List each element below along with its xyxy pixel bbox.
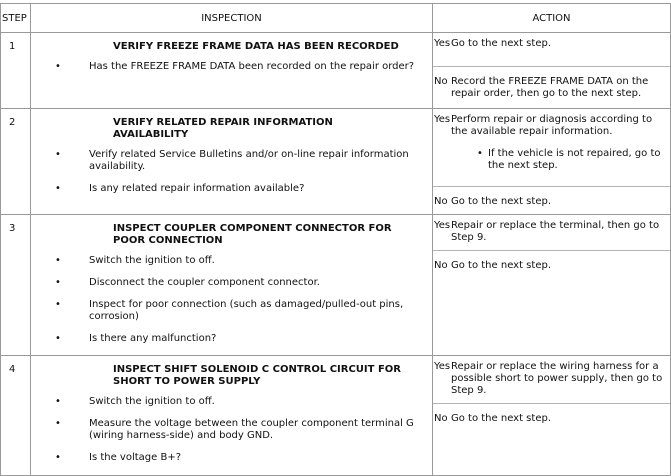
- action-cell: [433, 109, 671, 215]
- inspection-title: VERIFY FREEZE FRAME DATA HAS BEEN RECORDED: [113, 41, 399, 52]
- no-label: No: [434, 413, 448, 424]
- no-action-text: Go to the next step.: [451, 413, 551, 424]
- list-item: • Verify related Service Bulletins and/or on-line repair information availability.: [55, 149, 409, 172]
- yes-action-text: Repair or replace the terminal, then go to Step 9.: [451, 220, 660, 243]
- no-label: No: [434, 260, 448, 271]
- step-number: 1: [1, 33, 31, 109]
- yes-action-text: Repair or replace the wiring harness for a possible short to power supply, then go to Step 9.: [451, 361, 663, 396]
- bullet-icon: •: [55, 299, 61, 310]
- diagnostic-procedure-table: [0, 3, 671, 476]
- bullet-icon: •: [55, 396, 61, 407]
- action-cell: [433, 215, 671, 356]
- inspection-bullets: [41, 61, 422, 73]
- inspection-cell: [31, 356, 433, 476]
- inspection-bullets: [41, 255, 422, 345]
- yes-action-text: Perform repair or diagnosis according to the available repair information.: [451, 114, 653, 137]
- bullet-icon: •: [55, 418, 61, 429]
- no-action-text: Go to the next step.: [451, 196, 551, 207]
- inspection-title: INSPECT SHIFT SOLENOID C CONTROL CIRCUIT FOR SHORT TO POWER SUPPLY: [113, 364, 401, 387]
- inspection-cell: [31, 33, 433, 109]
- table-header-row: [1, 4, 671, 33]
- no-label: No: [434, 196, 448, 207]
- list-item: • Is any related repair information available?: [55, 183, 305, 194]
- list-item: • Is there any malfunction?: [55, 333, 217, 344]
- list-item: • Has the FREEZE FRAME DATA been recorded on the repair order?: [55, 61, 415, 72]
- no-action-row: [433, 251, 670, 272]
- yes-action-text: Go to the next step.: [451, 38, 551, 49]
- table-row: [1, 33, 671, 109]
- yes-label: Yes: [434, 361, 451, 372]
- yes-action-row: [433, 33, 670, 67]
- list-item: • Is the voltage B+?: [55, 452, 182, 463]
- inspection-title: VERIFY RELATED REPAIR INFORMATION AVAILABILITY: [113, 117, 333, 140]
- no-action-row: [433, 67, 670, 100]
- yes-action-row: [433, 215, 670, 251]
- inspection-cell: [31, 109, 433, 215]
- bullet-icon: •: [55, 333, 61, 344]
- yes-action-row: [433, 356, 670, 404]
- list-item: • Measure the voltage between the coupler component terminal G (wiring harness-side) and body GND.: [55, 418, 414, 441]
- yes-sub-item: • If the vehicle is not repaired, go to the next step.: [477, 148, 661, 171]
- yes-label: Yes: [434, 38, 451, 49]
- list-item: • Disconnect the coupler component connector.: [55, 277, 320, 288]
- step-number: 4: [1, 356, 31, 476]
- inspection-column-header: INSPECTION: [31, 4, 433, 33]
- bullet-icon: •: [55, 183, 61, 194]
- action-cell: [433, 33, 671, 109]
- step-number: 2: [1, 109, 31, 215]
- no-action-text: Record the FREEZE FRAME DATA on the repair order, then go to the next step.: [451, 76, 649, 99]
- no-action-text: Go to the next step.: [451, 260, 551, 271]
- inspection-cell: [31, 215, 433, 356]
- inspection-title: INSPECT COUPLER COMPONENT CONNECTOR FOR POOR CONNECTION: [113, 223, 392, 246]
- action-cell: [433, 356, 671, 476]
- table-row: [1, 109, 671, 215]
- yes-label: Yes: [434, 114, 451, 125]
- bullet-icon: •: [477, 148, 483, 159]
- bullet-icon: •: [55, 61, 61, 72]
- yes-action-row: [433, 109, 670, 187]
- table-row: [1, 215, 671, 356]
- list-item: • Inspect for poor connection (such as damaged/pulled-out pins, corrosion): [55, 299, 404, 322]
- inspection-bullets: [41, 396, 422, 464]
- step-number: 3: [1, 215, 31, 356]
- no-action-row: [433, 404, 670, 425]
- bullet-icon: •: [55, 149, 61, 160]
- bullet-icon: •: [55, 452, 61, 463]
- bullet-icon: •: [55, 255, 61, 266]
- yes-label: Yes: [434, 220, 451, 231]
- action-column-header: ACTION: [433, 4, 671, 33]
- list-item: • Switch the ignition to off.: [55, 255, 215, 266]
- no-label: No: [434, 76, 448, 87]
- list-item: • Switch the ignition to off.: [55, 396, 215, 407]
- inspection-bullets: [41, 149, 422, 195]
- table-row: [1, 356, 671, 476]
- no-action-row: [433, 187, 670, 208]
- bullet-icon: •: [55, 277, 61, 288]
- step-column-header: STEP: [1, 4, 31, 33]
